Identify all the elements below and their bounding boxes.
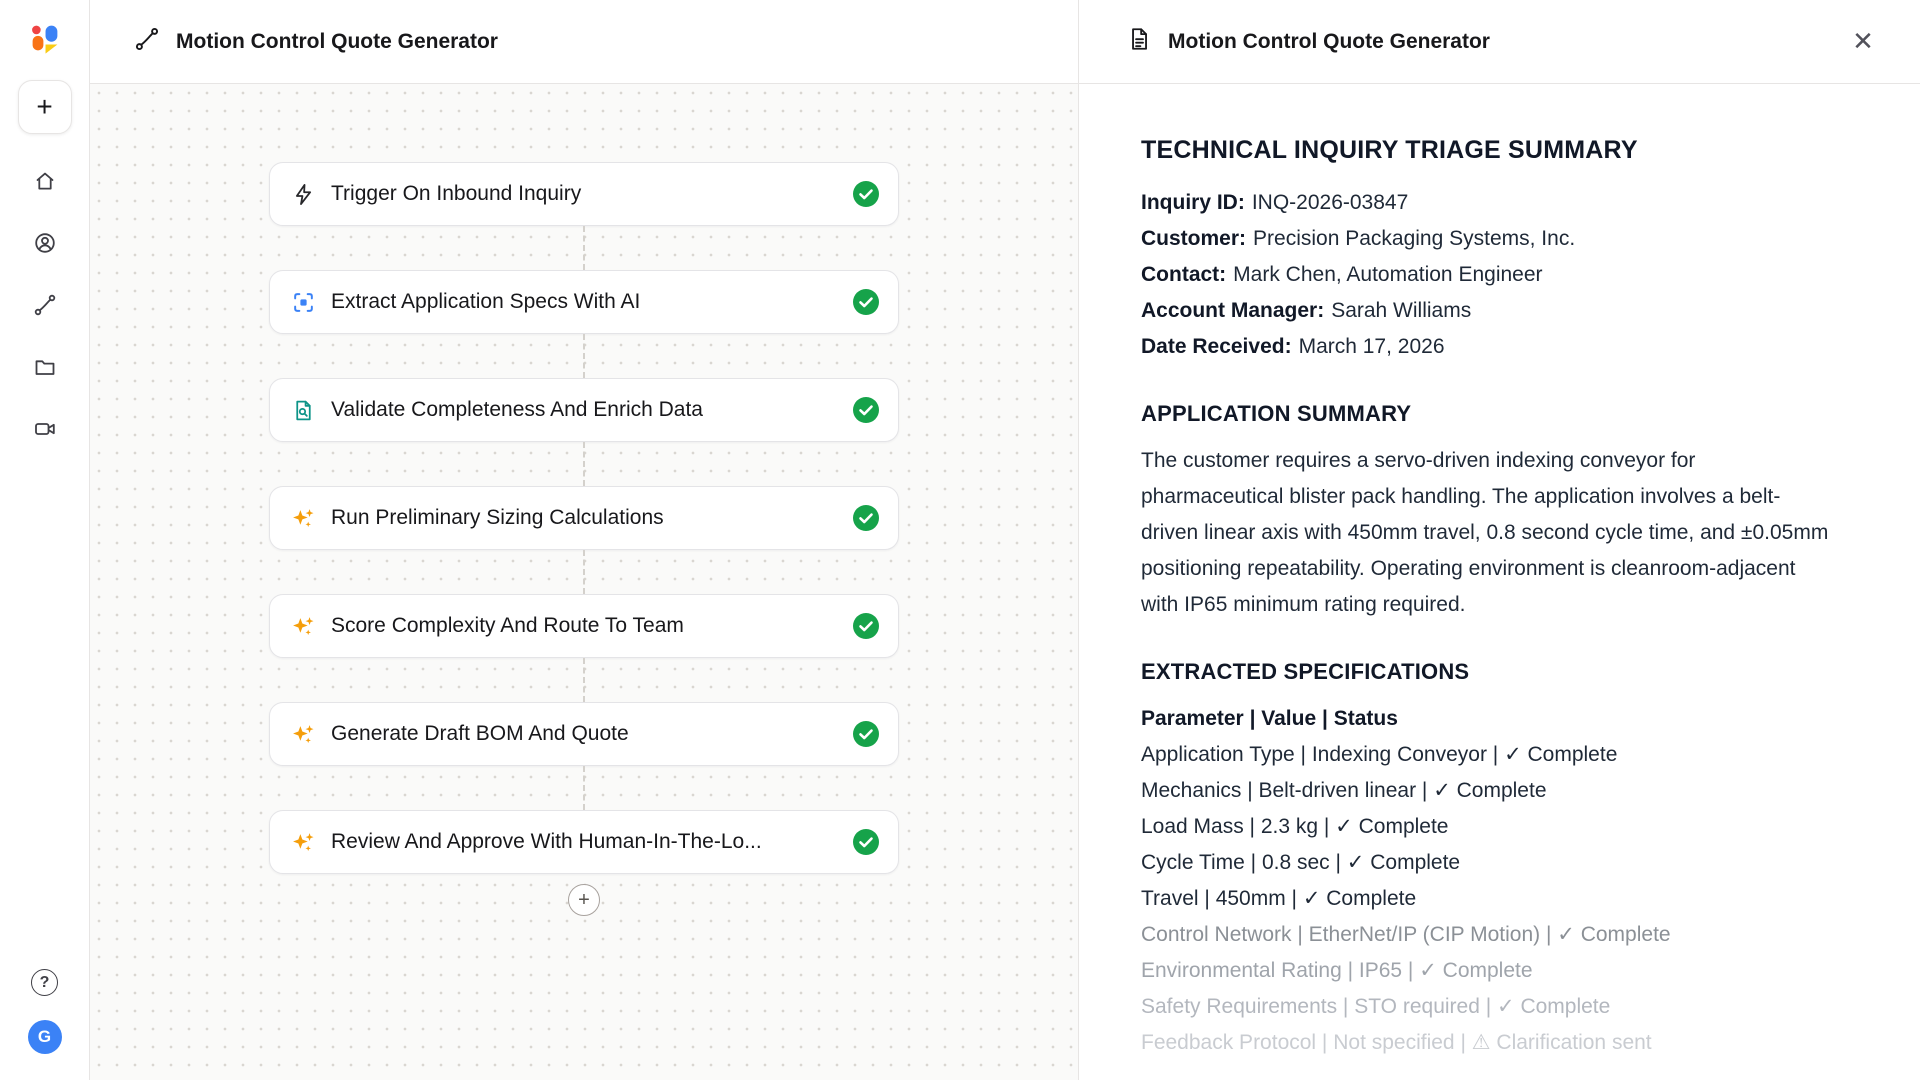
meta-line — [1141, 257, 1858, 293]
workflow-icon — [134, 26, 160, 57]
lightning-icon — [290, 181, 316, 207]
step-label: Validate Completeness And Enrich Data — [331, 398, 703, 421]
check-circle-icon — [852, 396, 880, 424]
application-summary-heading: APPLICATION SUMMARY — [1141, 401, 1412, 426]
extracted-specs-heading: EXTRACTED SPECIFICATIONS — [1141, 659, 1470, 684]
step-label: Run Preliminary Sizing Calculations — [331, 506, 664, 529]
sidebar-nav — [32, 168, 58, 442]
sparkles-icon — [290, 721, 316, 747]
new-workflow-button[interactable]: + — [18, 80, 72, 134]
workflow-canvas[interactable] — [90, 84, 1078, 1080]
spec-row: Application Type | Indexing Conveyor | ✓ Complete — [1141, 743, 1618, 766]
meta-label: Account Manager: — [1141, 299, 1325, 322]
sidebar-bottom — [28, 969, 62, 1054]
step-label: Trigger On Inbound Inquiry — [331, 182, 582, 205]
meta-label: Customer: — [1141, 227, 1247, 250]
sidebar — [0, 0, 90, 1080]
close-icon[interactable]: ✕ — [1852, 26, 1874, 56]
step-label: Score Complexity And Route To Team — [331, 614, 684, 637]
canvas-header — [90, 0, 1078, 84]
workflow-step-trigger[interactable] — [269, 162, 899, 226]
meta-line — [1141, 293, 1858, 329]
step-label: Review And Approve With Human-In-The-Lo... — [331, 830, 762, 853]
workflow-icon[interactable] — [32, 292, 58, 318]
spec-row: Environmental Rating | IP65 | ✓ Complete — [1141, 959, 1533, 982]
folder-icon[interactable] — [32, 354, 58, 380]
meta-label: Date Received: — [1141, 335, 1292, 358]
spec-row: Mechanics | Belt-driven linear | ✓ Complete — [1141, 779, 1547, 802]
workflow-area — [90, 0, 1078, 1080]
workflow-step-generate[interactable] — [269, 702, 899, 766]
spec-row: Safety Requirements | STO required | ✓ Complete — [1141, 995, 1611, 1018]
app-logo-icon[interactable] — [31, 24, 59, 54]
check-circle-icon — [852, 828, 880, 856]
sparkles-icon — [290, 613, 316, 639]
workflow-step-review[interactable] — [269, 810, 899, 874]
inquiry-meta — [1141, 185, 1858, 365]
step-label: Extract Application Specs With AI — [331, 290, 641, 313]
meta-value: Precision Packaging Systems, Inc. — [1253, 227, 1576, 250]
output-panel — [1078, 0, 1920, 1080]
workflow-step-score[interactable] — [269, 594, 899, 658]
step-connector — [583, 658, 585, 702]
meta-line — [1141, 221, 1858, 257]
panel-title: Motion Control Quote Generator — [1168, 29, 1490, 53]
video-camera-icon[interactable] — [32, 416, 58, 442]
check-circle-icon — [852, 288, 880, 316]
add-step-button[interactable]: + — [568, 884, 600, 916]
spec-row: Load Mass | 2.3 kg | ✓ Complete — [1141, 815, 1449, 838]
document-icon — [1126, 26, 1152, 57]
step-connector — [583, 550, 585, 594]
check-circle-icon — [852, 720, 880, 748]
scan-extract-icon — [290, 289, 316, 315]
document-heading: TECHNICAL INQUIRY TRIAGE SUMMARY — [1141, 136, 1638, 164]
spec-row: Feedback Protocol | Not specified | ⚠ Clarification sent — [1141, 1031, 1652, 1054]
user-circle-icon[interactable] — [32, 230, 58, 256]
step-connector — [583, 334, 585, 378]
workflow-step-sizing[interactable] — [269, 486, 899, 550]
step-connector — [583, 442, 585, 486]
check-circle-icon — [852, 504, 880, 532]
step-connector — [583, 226, 585, 270]
sparkles-icon — [290, 505, 316, 531]
meta-value: Sarah Williams — [1331, 299, 1472, 322]
workflow-steps — [269, 162, 899, 916]
spec-row: Control Network | EtherNet/IP (CIP Motion) | ✓ Complete — [1141, 923, 1671, 946]
spec-row: Cycle Time | 0.8 sec | ✓ Complete — [1141, 851, 1461, 874]
check-circle-icon — [852, 180, 880, 208]
help-icon[interactable]: ? — [31, 969, 58, 996]
panel-body — [1079, 84, 1920, 1080]
sparkles-icon — [290, 829, 316, 855]
application-summary-text: The customer requires a servo-driven indexing conveyor for pharmaceutical blister pack handling. The application involves a belt-driven linear axis with 450mm travel, 0.8 second cycle time, and ±0.05mm positioning repeatability. Operating environment is cleanroom-adjacent with IP65 minimum rating required. — [1141, 449, 1829, 616]
user-avatar[interactable]: G — [28, 1020, 62, 1054]
workflow-title: Motion Control Quote Generator — [176, 29, 498, 53]
spec-columns: Parameter | Value | Status — [1141, 707, 1398, 730]
meta-label: Contact: — [1141, 263, 1227, 286]
meta-value: March 17, 2026 — [1298, 335, 1445, 358]
workflow-step-extract[interactable] — [269, 270, 899, 334]
meta-value: Mark Chen, Automation Engineer — [1233, 263, 1543, 286]
meta-line — [1141, 329, 1858, 365]
meta-line — [1141, 185, 1858, 221]
workflow-step-validate[interactable] — [269, 378, 899, 442]
document-search-icon — [290, 397, 316, 423]
spec-row: Travel | 450mm | ✓ Complete — [1141, 887, 1417, 910]
meta-label: Inquiry ID: — [1141, 191, 1245, 214]
check-circle-icon — [852, 612, 880, 640]
panel-header — [1079, 0, 1920, 84]
step-connector — [583, 766, 585, 810]
step-label: Generate Draft BOM And Quote — [331, 722, 629, 745]
home-icon[interactable] — [32, 168, 58, 194]
meta-value: INQ-2026-03847 — [1251, 191, 1409, 214]
